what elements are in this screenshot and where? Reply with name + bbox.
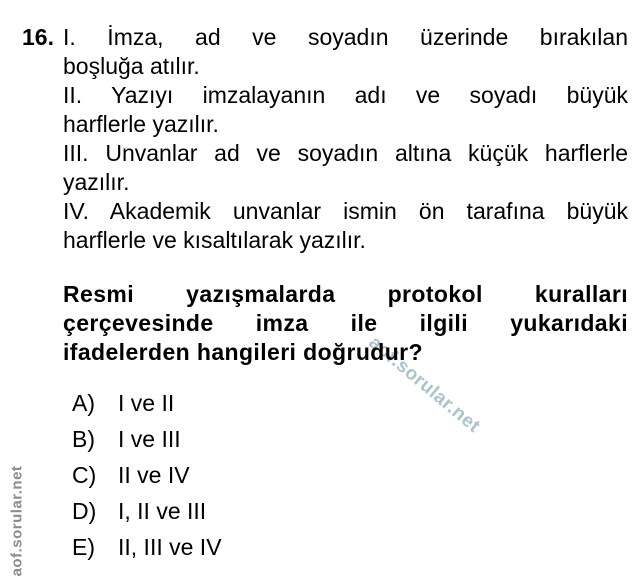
option-text: II, III ve IV (118, 534, 222, 560)
question-number: 16. (22, 24, 54, 50)
stem-line: çerçevesinde imza ile ilgili yukarıdaki (63, 310, 628, 336)
option-letter: A) (72, 390, 95, 416)
statement-line: III. Unvanlar ad ve soyadın altına küçük harflerle (63, 140, 628, 166)
option-c[interactable] (63, 461, 628, 490)
statement-line: II. Yazıyı imzalayanın adı ve soyadı büyük (63, 82, 628, 108)
option-text: I ve III (118, 426, 181, 452)
statement-line: I. İmza, ad ve soyadın üzerinde bırakılan (63, 24, 628, 50)
option-d[interactable] (63, 497, 628, 526)
stem-line: ifadelerden hangileri doğrudur? (63, 339, 423, 365)
option-b[interactable] (63, 425, 628, 454)
statement-line: boşluğa atılır. (63, 53, 200, 79)
statement-item-1 (63, 23, 628, 81)
answer-options (63, 389, 628, 562)
question-body (63, 23, 628, 562)
option-a[interactable] (63, 389, 628, 418)
stem-line: Resmi yazışmalarda protokol kuralları (63, 281, 628, 307)
question-stem (63, 280, 628, 367)
statement-item-2 (63, 81, 628, 139)
statement-item-3 (63, 139, 628, 197)
question-block (22, 23, 628, 569)
statement-line: yazılır. (63, 169, 130, 195)
option-text: I, II ve III (118, 498, 207, 524)
option-text: I ve II (118, 390, 175, 416)
option-e[interactable] (63, 533, 628, 562)
option-letter: B) (72, 426, 95, 452)
option-letter: C) (72, 462, 97, 488)
option-letter: D) (72, 498, 97, 524)
watermark-diagonal: aof.sorular.net (364, 332, 485, 438)
option-letter: E) (72, 534, 95, 560)
statement-line: harflerle ve kısaltılarak yazılır. (63, 227, 366, 253)
statement-line: harflerle yazılır. (63, 111, 219, 137)
watermark-vertical-left: aof.sorular.net (8, 465, 26, 577)
statement-line: IV. Akademik unvanlar ismin ön tarafına büyük (63, 198, 628, 224)
statement-item-4 (63, 197, 628, 255)
option-text: II ve IV (118, 462, 190, 488)
